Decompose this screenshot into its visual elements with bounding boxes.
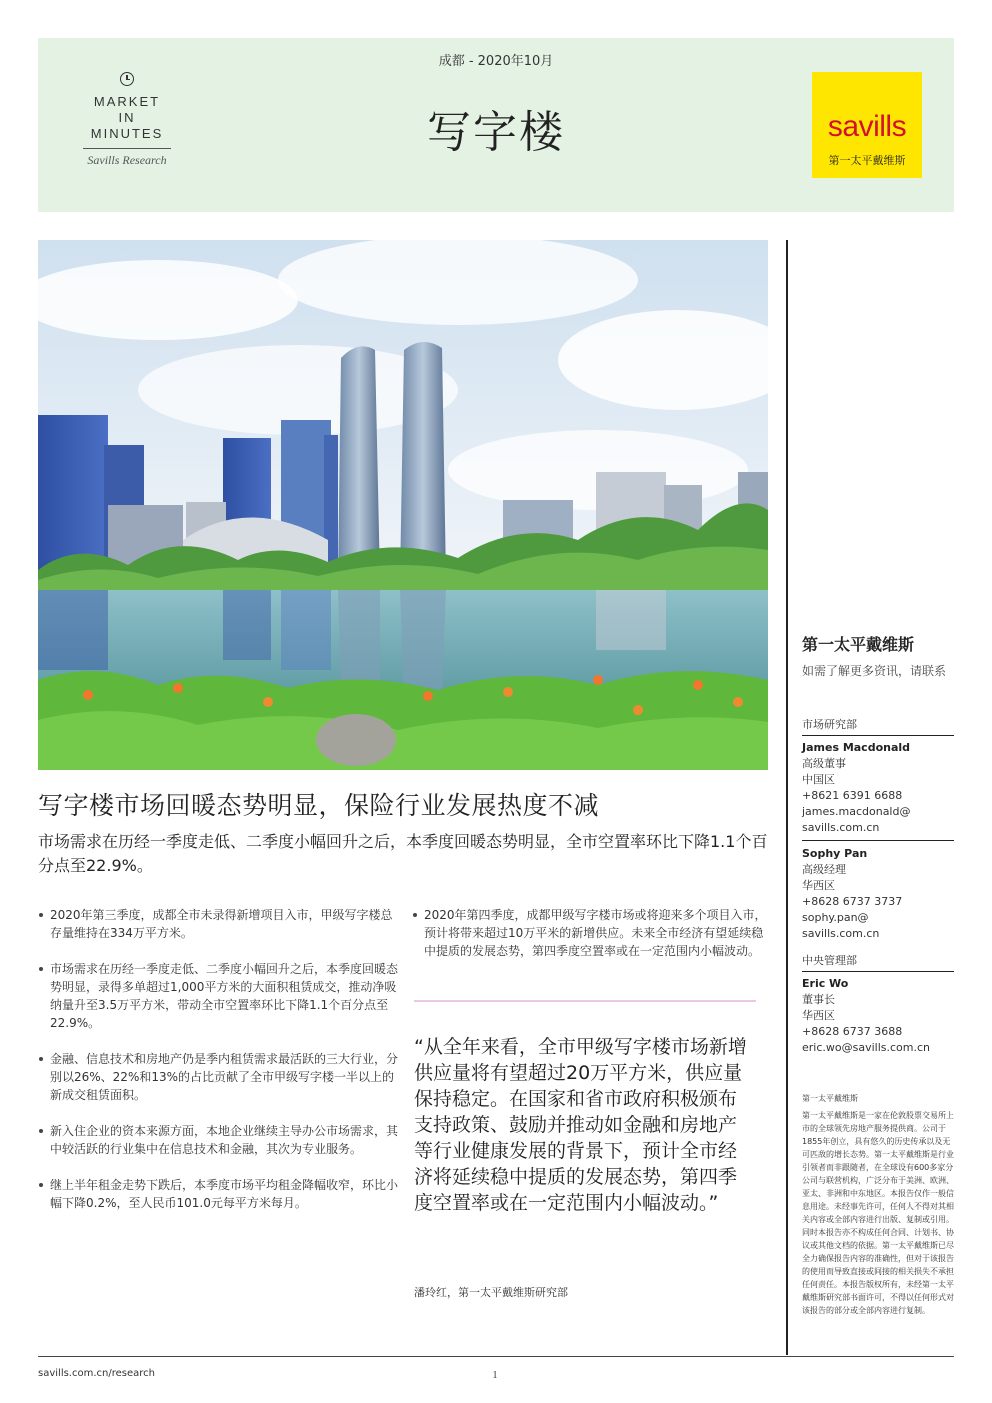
sidebar-rule [786,240,788,1355]
logo-divider [83,148,171,149]
section-heading: 中央管理部 [802,952,954,972]
disclaimer-title: 第一太平戴维斯 [802,1094,858,1103]
contact-title: 高级经理 [802,863,846,876]
contact-email[interactable]: eric.wo@savills.com.cn [802,1041,931,1054]
list-item: 2020年第三季度，成都全市未录得新增项目入市，甲级写字楼总存量维持在334万平方米。 [38,906,400,942]
contact-region: 华西区 [802,1009,835,1022]
savills-wordmark: savills [827,110,907,143]
footer-rule [38,1356,954,1357]
contact-region: 华西区 [802,879,835,892]
contact-region: 中国区 [802,773,835,786]
contact-section-research [802,716,954,942]
quote-attribution: 潘玲红，第一太平戴维斯研究部 [414,1286,568,1299]
list-item: 2020年第四季度，成都甲级写字楼市场或将迎来多个项目入市，预计将带来超过10万平米的新增供应。未来全市经济有望延续稳中提质的发展态势，第四季度空置率或在一定范围内小幅波动。 [412,906,772,960]
footer-url-link[interactable]: savills.com.cn/research [38,1368,155,1379]
list-item: 金融、信息技术和房地产仍是季内租赁需求最活跃的三大行业，分别以26%、22%和13%的占比贡献了全市甲级写字楼一半以上的新成交租赁面积。 [38,1050,400,1104]
savills-chinese-name: 第一太平戴维斯 [828,154,906,167]
contact-name: Eric Wo [802,977,849,990]
contact-section-management [802,952,954,1056]
list-item: 继上半年租金走势下跌后，本季度市场平均租金降幅收窄，环比小幅下降0.2%，至人民币101.0元每平方米每月。 [38,1176,400,1212]
hero-image-chengdu-skyline [38,240,768,770]
contact-title: 董事长 [802,993,835,1006]
contact-divider [802,840,954,841]
market-in-minutes-logo [72,72,182,168]
list-item: 市场需求在历经一季度走低、二季度小幅回升之后，本季度回暖态势明显，录得多单超过1,000平方米的大面积租赁成交，推动净吸纳量升至3.5万平方米，带动全市空置率环比下降1.1个百分点至22.9%。 [38,960,400,1032]
contact-email[interactable]: james.macdonald@ [802,805,911,818]
city-date: 成都 - 2020年10月 [438,54,554,69]
disclaimer-text: 第一太平戴维斯是一家在伦敦股票交易所上市的全球领先房地产服务提供商。公司于1855年创立，具有悠久的历史传承以及无可匹敌的增长态势。第一太平戴维斯是行业引领者而非跟随者，在全球设有600多家分公司与联营机构，广泛分布于美洲、欧洲、亚太、非洲和中东地区。本报告仅作一般信息用途。未经事先许可，任何人不得对其相关内容或全部内容进行出版、复制或引用。同时本报告亦不构成任何合同、计划书、协议或其他文档的依据。第一太平戴维斯已尽全力确保报告内容的准确性，但对于该报告的使用而导致直接或间接的相关损失不承担任何责任。本报告版权所有，未经第一太平戴维斯研究部书面许可，不得以任何形式对该报告的部分或全部内容进行复制。 [802,1111,954,1315]
logo-line-2: IN [118,110,136,125]
page-number: 1 [492,1370,498,1381]
logo-subtitle: Savills Research [87,153,167,167]
contact-email-domain[interactable]: savills.com.cn [802,821,880,834]
contact-email-domain[interactable]: savills.com.cn [802,927,880,940]
list-item: 新入住企业的资本来源方面，本地企业继续主导办公市场需求，其中较活跃的行业集中在信息技术和金融，其次为专业服务。 [38,1122,400,1158]
savills-logo [812,72,922,178]
sidebar-subtitle: 如需了解更多资讯，请联系 [802,664,947,678]
contact-email[interactable]: sophy.pan@ [802,911,869,924]
logo-line-3: MINUTES [90,126,164,141]
article-subhead: 市场需求在历经一季度走低、二季度小幅回升之后，本季度回暖态势明显，全市空置率环比下降1.1个百分点至22.9%。 [38,832,768,875]
clock-icon [120,72,134,86]
contact-name: Sophy Pan [802,847,868,860]
logo-line-1: MARKET [93,94,161,109]
contact-phone: +8628 6737 3688 [802,1025,903,1038]
contact-phone: +8628 6737 3737 [802,895,903,908]
pull-quote: “从全年来看，全市甲级写字楼市场新增供应量将有望超过20万平方米，供应量保持稳定。在国家和省市政府积极颁布支持政策、鼓励并推动如金融和房地产等行业健康发展的背景下，预计全市经济将延续稳中提质的发展态势，第四季度空置率或在一定范围内小幅波动。” [414,1036,747,1214]
section-heading: 市场研究部 [802,716,954,736]
disclaimer [802,1092,956,1317]
sidebar-title: 第一太平戴维斯 [802,635,915,654]
article-headline: 写字楼市场回暖态势明显，保险行业发展热度不减 [38,791,600,820]
contact-name: James Macdonald [802,741,911,754]
page-title: 写字楼 [427,107,565,158]
bullet-list-right [412,906,772,978]
contact-phone: +8621 6391 6688 [802,789,903,802]
contact-title: 高级董事 [802,757,846,770]
quote-divider [414,1000,756,1002]
bullet-list-left [38,906,400,1230]
